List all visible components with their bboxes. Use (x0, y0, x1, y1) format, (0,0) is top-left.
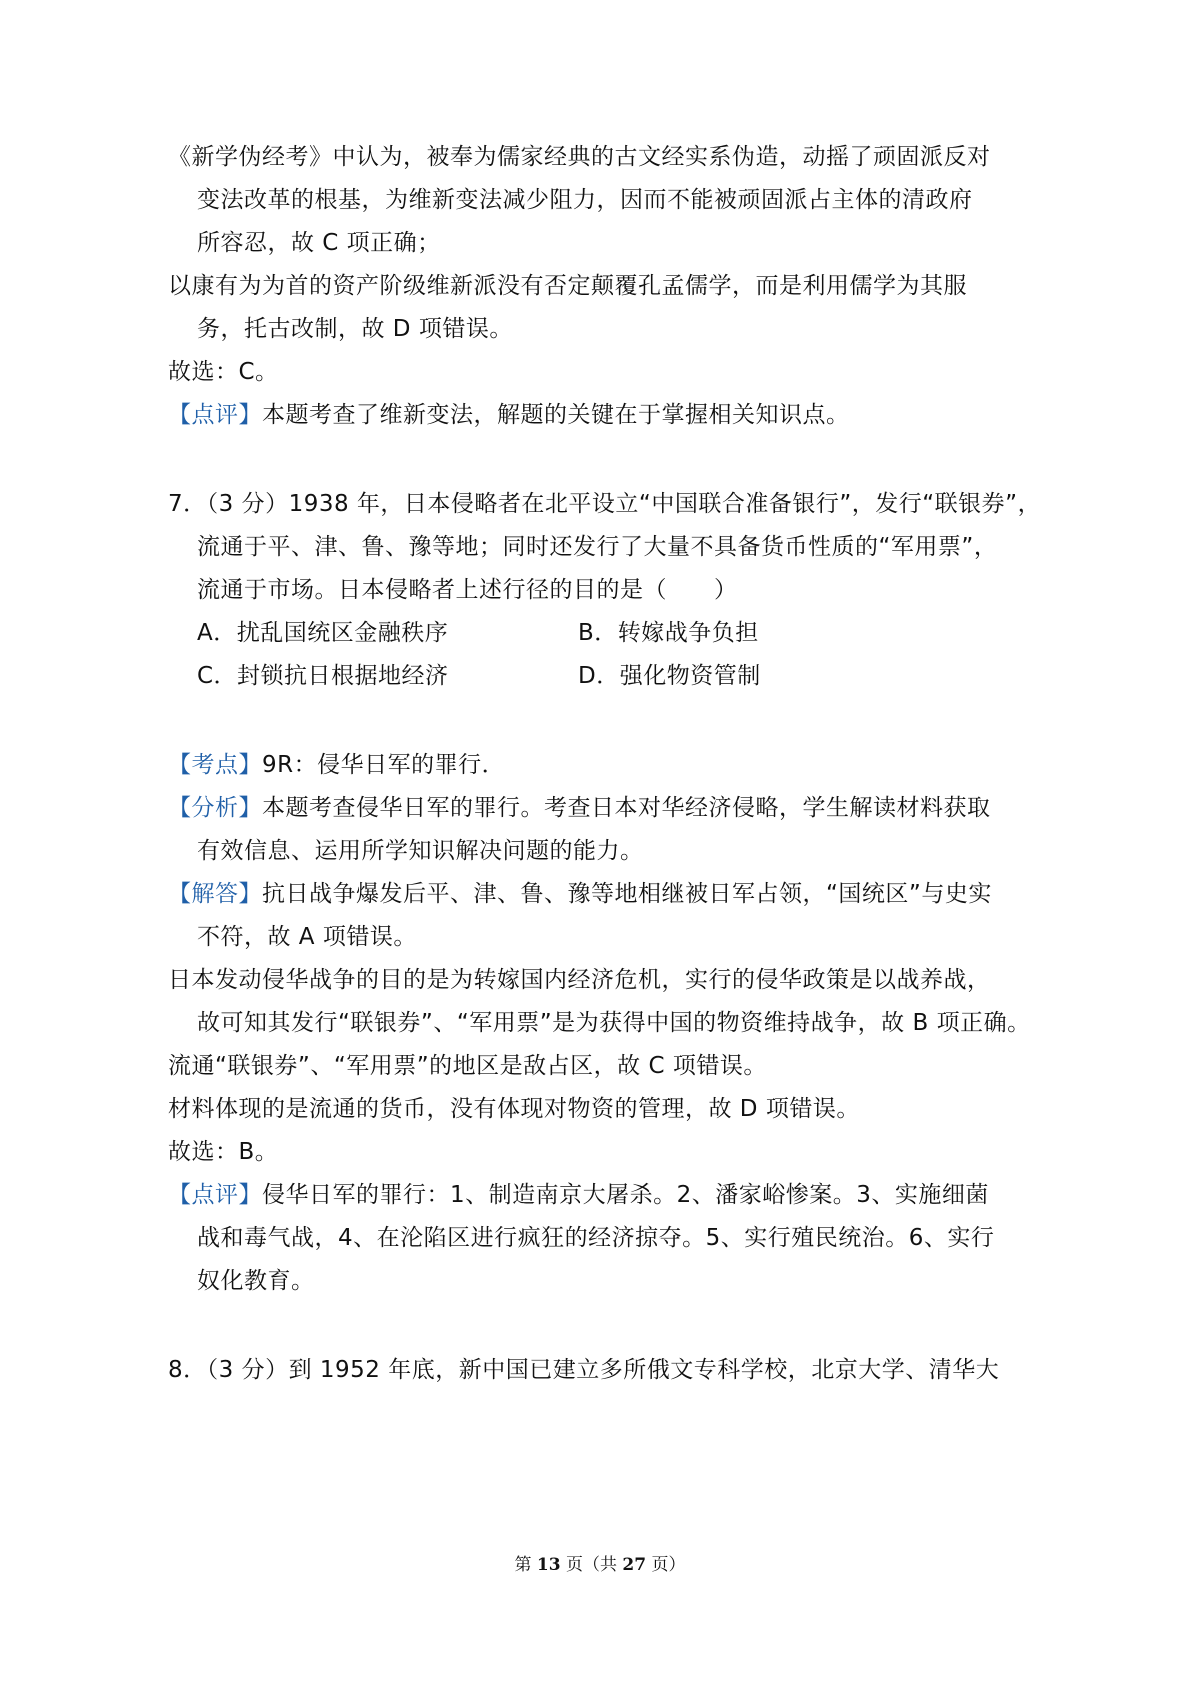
fenxi-tag: 【分析】 (168, 795, 262, 821)
kaodian-text: 9R：侵华日军的罪行． (262, 752, 506, 778)
jieda-tag: 【解答】 (168, 881, 262, 907)
q7-kaodian (168, 750, 505, 780)
analysis-line-c3: 所容忍，故 C 项正确； (197, 230, 441, 256)
q7-option-d: D．强化物资管制 (578, 663, 761, 689)
footer-page-number: 13 (536, 1555, 561, 1575)
q7-option-c: C．封锁抗日根据地经济 (197, 663, 449, 689)
q7-option-a: A．扰乱国统区金融秩序 (197, 620, 449, 646)
jieda-text-1: 抗日战争爆发后平、津、鲁、豫等地相继被日军占领，“国统区”与史实 (262, 881, 992, 907)
q7-review-text-1: 侵华日军的罪行：1、制造南京大屠杀。2、潘家峪惨案。3、实施细菌 (262, 1182, 989, 1208)
q7-d-line: 材料体现的是流通的货币，没有体现对物资的管理，故 D 项错误。 (168, 1096, 860, 1122)
q7-jieda-line-2: 不符，故 A 项错误。 (197, 924, 417, 950)
q8-stem-line-1: 8．（3 分）到 1952 年底，新中国已建立多所俄文专科学校，北京大学、清华大 (168, 1357, 1000, 1383)
q7-option-b: B．转嫁战争负担 (578, 620, 759, 646)
footer-prefix: 第 (514, 1555, 537, 1575)
q7-review-tag: 【点评】 (168, 1182, 262, 1208)
kaodian-tag: 【考点】 (168, 752, 262, 778)
fenxi-text-1: 本题考查侵华日军的罪行。考查日本对华经济侵略，学生解读材料获取 (262, 795, 991, 821)
q7-fenxi-line-1 (168, 793, 991, 823)
q7-review-line-1 (168, 1180, 989, 1210)
answer-choice: 故选：C。 (168, 359, 279, 385)
q7-stem-line-3: 流通于市场。日本侵略者上述行径的目的是（ ） (197, 577, 738, 603)
page-footer (0, 1550, 1200, 1575)
review-line (168, 400, 850, 430)
q7-stem-line-2: 流通于平、津、鲁、豫等地；同时还发行了大量不具备货币性质的“军用票”， (197, 534, 998, 560)
q7-jieda-line-1 (168, 879, 992, 909)
q7-b-line-1: 日本发动侵华战争的目的是为转嫁国内经济危机，实行的侵华政策是以战养战， (168, 967, 991, 993)
q7-review-line-2: 战和毒气战，4、在沦陷区进行疯狂的经济掠夺。5、实行殖民统治。6、实行 (197, 1225, 995, 1251)
analysis-line-d2: 务，托古改制，故 D 项错误。 (197, 316, 513, 342)
review-tag: 【点评】 (168, 402, 262, 428)
review-text: 本题考查了维新变法，解题的关键在于掌握相关知识点。 (262, 402, 850, 428)
analysis-line-c2: 变法改革的根基，为维新变法减少阻力，因而不能被顽固派占主体的清政府 (197, 187, 973, 213)
q7-answer-choice: 故选：B。 (168, 1139, 279, 1165)
q7-stem-line-1: 7．（3 分）1938 年，日本侵略者在北平设立“中国联合准备银行”，发行“联银券”， (168, 491, 1042, 517)
footer-total-pages: 27 (622, 1555, 647, 1575)
q7-review-line-3: 奴化教育。 (197, 1268, 315, 1294)
q7-b-line-2: 故可知其发行“联银券”、“军用票”是为获得中国的物资维持战争，故 B 项正确。 (197, 1010, 1031, 1036)
q7-fenxi-line-2: 有效信息、运用所学知识解决问题的能力。 (197, 838, 644, 864)
analysis-line-c1: 《新学伪经考》中认为，被奉为儒家经典的古文经实系伪造，动摇了顽固派反对 (168, 144, 991, 170)
analysis-line-d1: 以康有为为首的资产阶级维新派没有否定颠覆孔孟儒学，而是利用儒学为其服 (168, 273, 967, 299)
q7-c-line: 流通“联银券”、“军用票”的地区是敌占区，故 C 项错误。 (168, 1053, 767, 1079)
footer-suffix: 页） (646, 1555, 686, 1575)
footer-middle: 页（共 (560, 1555, 623, 1575)
